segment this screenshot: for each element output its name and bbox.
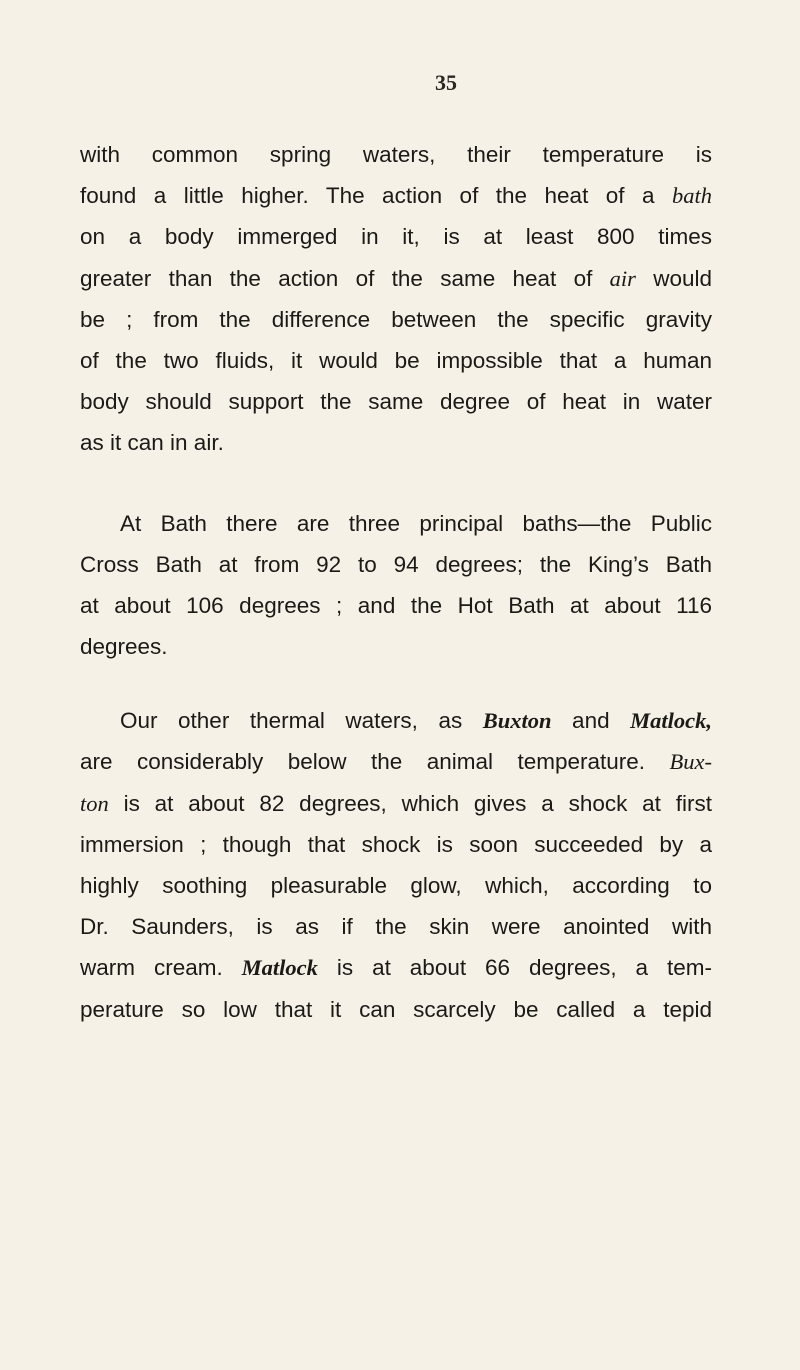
paragraph-line: be ; from the difference between the specific gravity — [80, 306, 712, 332]
paragraph-line — [80, 783, 712, 824]
text-run: warm cream. — [80, 955, 242, 981]
paragraph-line: with common spring waters, their temperature is — [80, 142, 712, 167]
paragraph-gap — [80, 667, 712, 700]
italic-word-bath: bath — [671, 183, 712, 209]
paragraph-line — [80, 175, 712, 216]
paragraph-line: on a body immerged in it, is at least 800 times — [80, 224, 712, 250]
paragraph-2 — [80, 503, 712, 668]
italic-word-matlock: Matlock, — [630, 708, 712, 734]
paragraph-line — [80, 741, 712, 782]
text-run: found a little higher. The action of the heat of a — [80, 183, 672, 209]
paragraph-line: body should support the same degree of heat in water — [80, 389, 712, 415]
italic-word-air: air — [609, 265, 636, 291]
page-number: 35 — [435, 70, 457, 95]
text-run: and — [551, 708, 631, 734]
paragraph-line: Cross Bath at from 92 to 94 degrees; the King’s Bath — [80, 551, 712, 577]
paragraph-line — [80, 947, 712, 988]
paragraph-line: as it can in air. — [80, 430, 224, 456]
paragraph-3 — [80, 700, 712, 1030]
paragraph-gap — [80, 464, 712, 503]
text-run: would — [635, 265, 713, 291]
paragraph-line: At Bath there are three principal baths—the Public — [120, 510, 712, 536]
paragraph-line: perature so low that it can scarcely be called a tepid — [80, 996, 712, 1022]
text-run: greater than the action of the same heat of — [80, 265, 610, 291]
paragraph-line: highly soothing pleasurable glow, which, according to — [80, 873, 712, 898]
text-run: are considerably below the animal temperature. — [80, 749, 670, 775]
paragraph-line: of the two fluids, it would be impossible that a human — [80, 347, 712, 373]
text-run: Our other thermal waters, as — [120, 708, 483, 734]
paragraph-1 — [80, 134, 712, 464]
paragraph-line: immersion ; though that shock is soon succeeded by a — [80, 831, 712, 857]
text-run: is at about 66 degrees, a tem- — [317, 955, 712, 981]
italic-word-buxton: Buxton — [482, 708, 552, 734]
italic-word-bux: Bux- — [669, 749, 712, 775]
italic-word-matlock: Matlock — [241, 955, 318, 981]
text-run: is at about 82 degrees, which gives a shock at first — [108, 790, 712, 816]
paragraph-line — [80, 700, 712, 741]
page-text — [80, 134, 712, 1030]
paragraph-line: degrees. — [80, 634, 168, 660]
paragraph-line: Dr. Saunders, is as if the skin were anointed with — [80, 914, 712, 940]
italic-word-ton: ton — [80, 790, 109, 816]
paragraph-line — [80, 258, 712, 299]
paragraph-line: at about 106 degrees ; and the Hot Bath at about 116 — [80, 592, 712, 618]
